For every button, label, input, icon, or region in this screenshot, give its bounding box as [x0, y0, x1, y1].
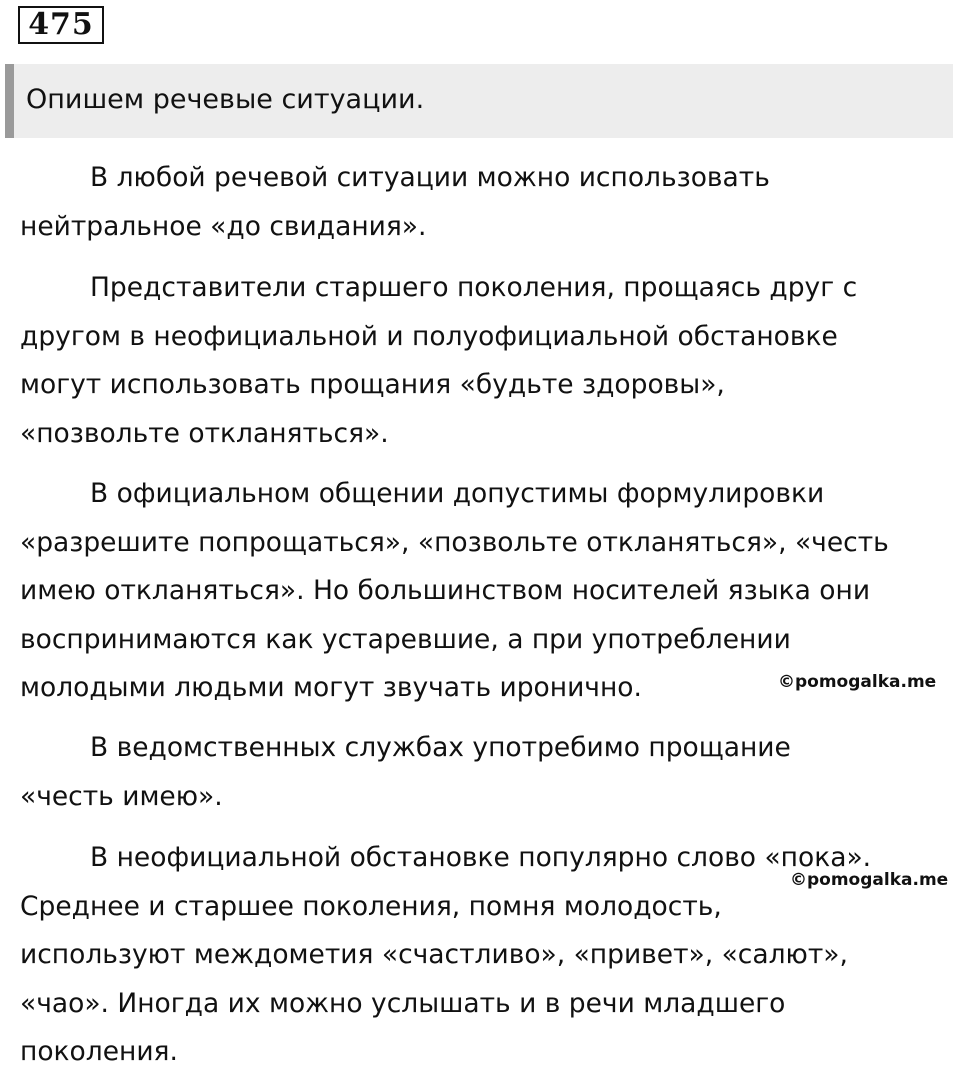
paragraph-line: В неофициальной обстановке популярно слово «пока». [90, 842, 872, 873]
task-header-text: Опишем речевые ситуации. [26, 84, 425, 115]
watermark-1: ©pomogalka.me [778, 672, 937, 692]
paragraph-1 [20, 154, 940, 251]
paragraph-2 [20, 264, 940, 458]
paragraph-line: В официальном общении допустимы формулировки [90, 478, 825, 509]
paragraph-line: другом в неофициальной и полуофициальной обстановке [20, 320, 838, 352]
paragraph-line: Представители старшего поколения, прощаясь друг с [90, 272, 858, 303]
paragraph-line: В ведомственных службах употребимо прощание [90, 732, 791, 763]
paragraph-line: воспринимаются как устаревшие, а при употреблении [20, 623, 791, 655]
task-header [5, 64, 953, 138]
exercise-number: 475 [18, 6, 104, 44]
paragraph-line: используют междометия «счастливо», «привет», «салют», [20, 939, 848, 970]
paragraph-line: «честь имею». [20, 780, 223, 812]
paragraph-line: «чао». Иногда их можно услышать и в речи младшего [20, 987, 786, 1019]
paragraph-line: могут использовать прощания «будьте здоровы», [20, 369, 725, 400]
watermark-2: ©pomogalka.me [790, 870, 949, 890]
paragraph-4 [20, 724, 940, 821]
paragraph-line: «разрешите попрощаться», «позвольте откланяться», «честь [20, 526, 889, 558]
paragraph-line: «позвольте откланяться». [20, 417, 389, 449]
paragraph-line: молодыми людьми могут звучать иронично. [20, 672, 642, 703]
paragraph-line: В любой речевой ситуации можно использовать [90, 162, 770, 193]
paragraph-line: поколения. [20, 1036, 178, 1067]
paragraph-line: нейтральное «до свидания». [20, 210, 427, 242]
paragraph-line: Среднее и старшее поколения, помня молодость, [20, 890, 722, 922]
paragraph-line: имею откланяться». Но большинством носителей языка они [20, 575, 871, 606]
